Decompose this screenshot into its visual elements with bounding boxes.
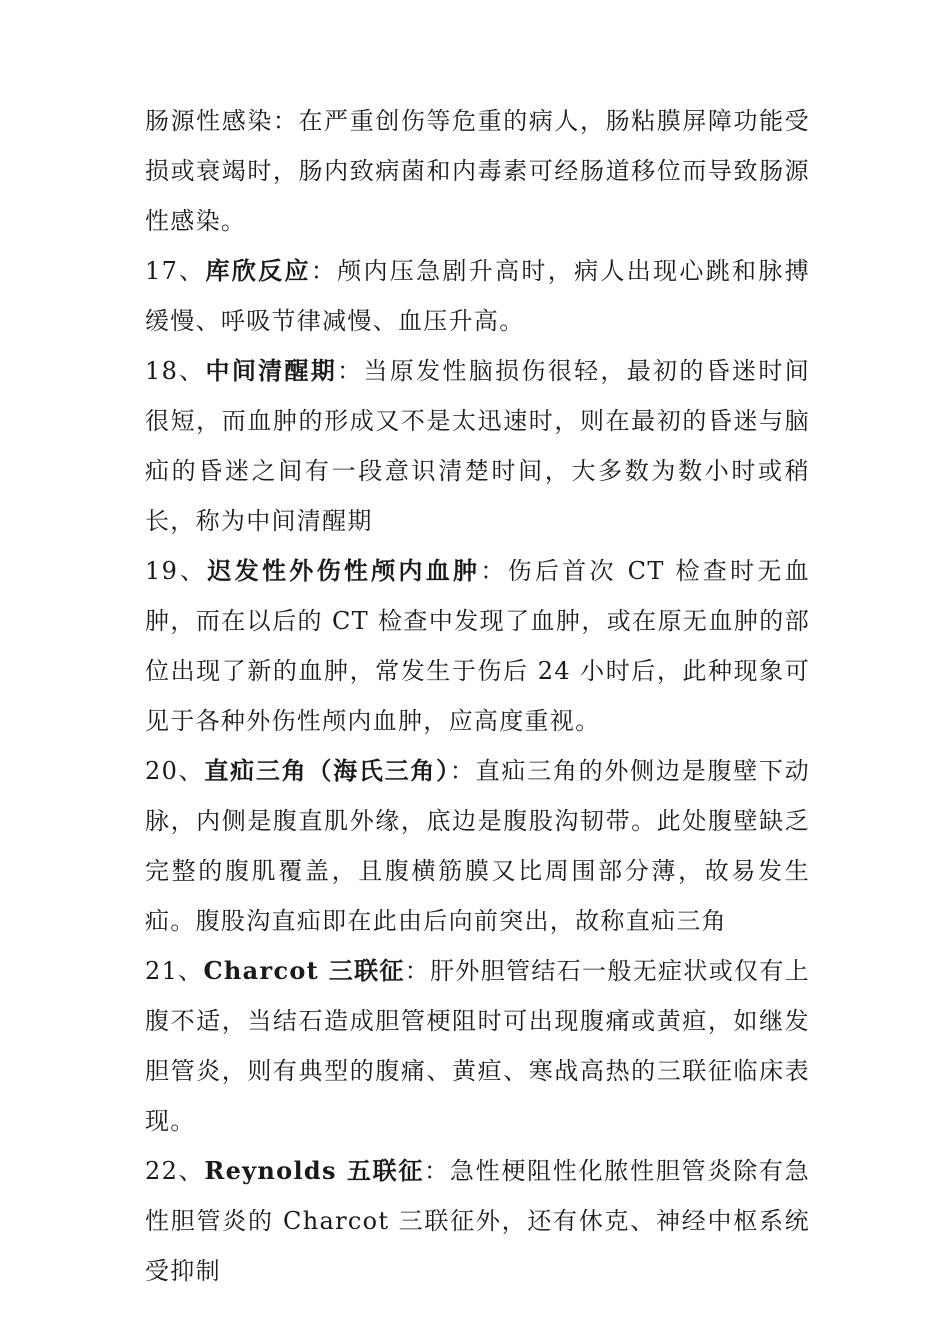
entry-body: ：当原发性脑损伤很轻，最初的昏迷时间很短，而血肿的形成又不是太迅速时，则在最初的昏迷与脑疝的昏迷之间有一段意识清楚时间，大多数为数小时或稍长，称为中间清醒期 — [145, 357, 810, 535]
entry-number: 18、 — [145, 357, 206, 385]
entry-number: 20、 — [145, 757, 205, 785]
definition-paragraph — [145, 346, 810, 546]
entry-body: ：急性梗阻性化脓性胆管炎除有急性胆管炎的 Charcot 三联征外，还有休克、神经中枢系统受抑制 — [145, 1157, 810, 1285]
entry-term: Charcot 三联征 — [203, 956, 405, 985]
entry-number: 19、 — [145, 557, 208, 585]
entry-number: 21、 — [145, 957, 204, 985]
definition-paragraph — [145, 96, 810, 246]
entry-body: ：颅内压急剧升高时，病人出现心跳和脉搏缓慢、呼吸节律减慢、血压升高。 — [145, 257, 810, 335]
entry-body: ：伤后首次 CT 检查时无血肿，而在以后的 CT 检查中发现了血肿，或在原无血肿的部位出现了新的血肿，常发生于伤后 24 小时后，此种现象可见于各种外伤性颅内血肿，应高度重视。 — [145, 557, 811, 735]
document-page — [145, 96, 810, 1296]
entry-body: ：直疝三角的外侧边是腹壁下动脉，内侧是腹直肌外缘，底边是腹股沟韧带。此处腹壁缺乏完整的腹肌覆盖，且腹横筋膜又比周围部分薄，故易发生疝。腹股沟直疝即在此由后向前突出，故称直疝三角 — [145, 757, 811, 935]
entry-body: 肠源性感染：在严重创伤等危重的病人，肠粘膜屏障功能受损或衰竭时，肠内致病菌和内毒素可经肠道移位而导致肠源性感染。 — [145, 107, 810, 235]
entry-term: 中间清醒期 — [205, 356, 338, 385]
entry-term: Reynolds 五联征 — [204, 1156, 425, 1185]
definition-paragraph — [145, 246, 810, 346]
entry-number: 22、 — [145, 1157, 205, 1185]
entry-term: 库欣反应 — [205, 256, 311, 285]
entry-term: 直疝三角（海氏三角） — [204, 756, 450, 785]
definition-paragraph — [145, 546, 810, 746]
entry-body: ：肝外胆管结石一般无症状或仅有上腹不适，当结石造成胆管梗阻时可出现腹痛或黄疸，如继发胆管炎，则有典型的腹痛、黄疸、寒战高热的三联征临床表现。 — [145, 957, 810, 1135]
entry-term: 迟发性外伤性颅内血肿 — [207, 556, 481, 585]
definition-paragraph — [145, 746, 810, 946]
definition-paragraph — [145, 1146, 810, 1296]
entry-number: 17、 — [145, 257, 206, 285]
definition-paragraph — [145, 946, 810, 1146]
